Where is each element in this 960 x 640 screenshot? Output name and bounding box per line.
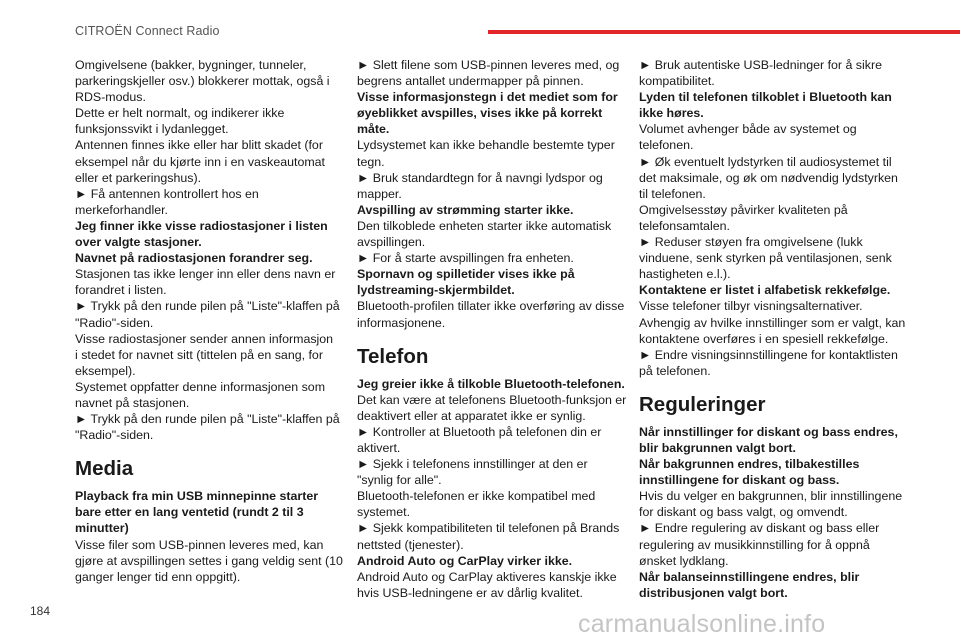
question-line: måte. <box>357 122 390 137</box>
text-line: Antennen finnes ikke eller har blitt skadet (for <box>75 138 323 153</box>
text-line: ► Bruk standardtegn for å navngi lydspor og <box>357 170 603 185</box>
text-column-1 <box>75 57 351 585</box>
text-line: ► Kontroller at Bluetooth på telefonen din er <box>357 424 602 439</box>
text-line: forandret i listen. <box>75 283 167 298</box>
text-line: Den tilkoblede enheten starter ikke automatisk <box>357 218 612 233</box>
text-line: Stasjonen tas ikke lenger inn eller dens navn er <box>75 267 336 282</box>
header-accent-bar <box>488 30 960 34</box>
question-line: Kontaktene er listet i alfabetisk rekkefølge. <box>639 283 891 298</box>
text-line: hastigheten e.l.). <box>639 267 731 282</box>
text-line: "Radio"-siden. <box>75 315 154 330</box>
text-line: eksempel). <box>75 363 136 378</box>
text-line: Hvis du velger en bakgrunnen, blir innstillingene <box>639 489 903 504</box>
text-line: hvis USB-ledningene er av dårlig kvalitet. <box>357 585 583 600</box>
question-line: lydstreaming-skjermbildet. <box>357 283 515 298</box>
text-line: informasjonene. <box>357 315 446 330</box>
question-line: over valgte stasjoner. <box>75 235 202 250</box>
question-line: Navnet på radiostasjonen forandrer seg. <box>75 251 313 266</box>
question-line: ikke høres. <box>639 106 704 121</box>
watermark: carmanualsonline.info <box>578 610 826 638</box>
text-line: til telefonen. <box>639 186 706 201</box>
question-line: Visse informasjonstegn i det mediet som for <box>357 90 618 105</box>
text-line: Avhengig av hvilke innstillinger som er valgt, kan <box>639 315 906 330</box>
question-line: minutter) <box>75 521 129 536</box>
text-line: telefonsamtalen. <box>639 218 730 233</box>
question-line: Jeg finner ikke visse radiostasjoner i listen <box>75 218 328 233</box>
text-line: for diskant og bass valgt, og omvendt. <box>639 505 848 520</box>
text-line: ► Trykk på den runde pilen på "Liste"-klaffen på <box>75 412 340 427</box>
text-line: deaktivert eller at apparatet ikke er synlig. <box>357 408 586 423</box>
text-line: ► Endre visningsinnstillingene for kontaktlisten <box>639 347 898 362</box>
text-line: Lydsystemet kan ikke behandle bestemte typer <box>357 138 615 153</box>
question-line: Spornavn og spilletider vises ikke på <box>357 267 575 282</box>
text-line: Visse telefoner tilbyr visningsalternativer. <box>639 299 863 314</box>
text-line: regulering av musikkinnstilling for å oppnå <box>639 537 870 552</box>
section-heading: Media <box>75 457 134 481</box>
text-line: "synlig for alle". <box>357 473 442 488</box>
question-line: distribusjonen valgt bort. <box>639 585 788 600</box>
text-column-2 <box>357 57 633 601</box>
question-line: blir bakgrunnen valgt bort. <box>639 440 796 455</box>
text-line: aktivert. <box>357 440 401 455</box>
text-line: parkeringskjeller osv.) blokkerer mottak, også i <box>75 74 330 89</box>
text-line: navnet på stasjonen. <box>75 395 190 410</box>
text-line: ► Trykk på den runde pilen på "Liste"-klaffen på <box>75 299 340 314</box>
text-line: ► Sjekk kompatibiliteten til telefonen på Brands <box>357 521 620 536</box>
text-line: Bluetooth-telefonen er ikke kompatibel med <box>357 489 596 504</box>
text-line: "Radio"-siden. <box>75 428 154 443</box>
text-line: Volumet avhenger både av systemet og <box>639 122 857 137</box>
question-line: Lyden til telefonen tilkoblet i Bluetooth kan <box>639 90 892 105</box>
text-line: kontaktene overføres i en spesiell rekkefølge. <box>639 331 889 346</box>
section-heading: Telefon <box>357 344 429 368</box>
text-line: kompatibilitet. <box>639 74 715 89</box>
question-line: Når balanseinnstillingene endres, blir <box>639 569 860 584</box>
text-line: ► Øk eventuelt lydstyrken til audiosystemet til <box>639 154 892 169</box>
text-line: gjøre at avspillingen settes i gang veldig sent (10 <box>75 553 343 568</box>
text-line: merkeforhandler. <box>75 202 168 217</box>
text-line: Visse radiostasjoner sender annen informasjon <box>75 331 334 346</box>
text-line: Omgivelsene (bakker, bygninger, tunneler, <box>75 58 307 72</box>
page-number: 184 <box>30 604 51 618</box>
text-line: avspillingen. <box>357 235 426 250</box>
text-line: ønsket lydklang. <box>639 553 729 568</box>
text-line: vinduene, senk styrken på ventilasjonen, senk <box>639 251 892 266</box>
question-line: Avspilling av strømming starter ikke. <box>357 202 574 217</box>
text-line: Det kan være at telefonens Bluetooth-funksjon er <box>357 392 627 407</box>
text-line: nettsted (tjenester). <box>357 537 464 552</box>
header-title: CITROËN Connect Radio <box>75 24 220 38</box>
text-line: ► For å starte avspillingen fra enheten. <box>357 251 574 266</box>
text-line: Systemet oppfatter denne informasjonen som <box>75 379 326 394</box>
text-line: Dette er helt normalt, og indikerer ikke <box>75 106 285 121</box>
text-line: begrens antallet undermapper på pinnen. <box>357 74 584 89</box>
text-line: mapper. <box>357 186 402 201</box>
text-line: Omgivelsesstøy påvirker kvaliteten på <box>639 202 848 217</box>
text-line: Bluetooth-profilen tillater ikke overføring av disse <box>357 299 625 314</box>
text-line: ► Sjekk i telefonens innstillinger at den er <box>357 457 588 472</box>
text-line: ► Få antennen kontrollert hos en <box>75 186 259 201</box>
question-line: innstillingene for diskant og bass. <box>639 473 840 488</box>
text-line: eksempel når du kjørte inn i en vaskeautomat <box>75 154 326 169</box>
question-line: Når bakgrunnen endres, tilbakestilles <box>639 457 860 472</box>
text-line: funksjonssvikt i lydanlegget. <box>75 122 229 137</box>
question-line: øyeblikket avspilles, vises ikke på korrekt <box>357 106 603 121</box>
text-line: ► Bruk autentiske USB-ledninger for å sikre <box>639 58 882 72</box>
text-line: eller et parkeringshus). <box>75 170 202 185</box>
text-line: systemet. <box>357 505 411 520</box>
question-line: bare etter en lang ventetid (rundt 2 til 3 <box>75 505 304 520</box>
text-line: på telefonen. <box>639 363 711 378</box>
question-line: Når innstillinger for diskant og bass endres, <box>639 424 898 439</box>
text-line: ganger lenger tid enn oppgitt). <box>75 569 241 584</box>
text-line: ► Reduser støyen fra omgivelsene (lukk <box>639 235 863 250</box>
section-heading: Reguleringer <box>639 392 766 416</box>
text-line: ► Slett filene som USB-pinnen leveres med, og <box>357 58 620 72</box>
text-line: RDS-modus. <box>75 90 146 105</box>
question-line: Android Auto og CarPlay virker ikke. <box>357 553 573 568</box>
question-line: Jeg greier ikke å tilkoble Bluetooth-telefonen. <box>357 376 625 391</box>
text-line: Android Auto og CarPlay aktiveres kanskje ikke <box>357 569 617 584</box>
text-line: ► Endre regulering av diskant og bass eller <box>639 521 880 536</box>
question-line: Playback fra min USB minnepinne starter <box>75 489 319 504</box>
text-line: det maksimale, og øk om nødvendig lydstyrken <box>639 170 898 185</box>
text-column-3 <box>639 57 915 601</box>
text-line: Visse filer som USB-pinnen leveres med, kan <box>75 537 324 552</box>
text-line: i stedet for navnet sitt (tittelen på en sang, for <box>75 347 323 362</box>
text-line: tegn. <box>357 154 385 169</box>
text-line: telefonen. <box>639 138 694 153</box>
